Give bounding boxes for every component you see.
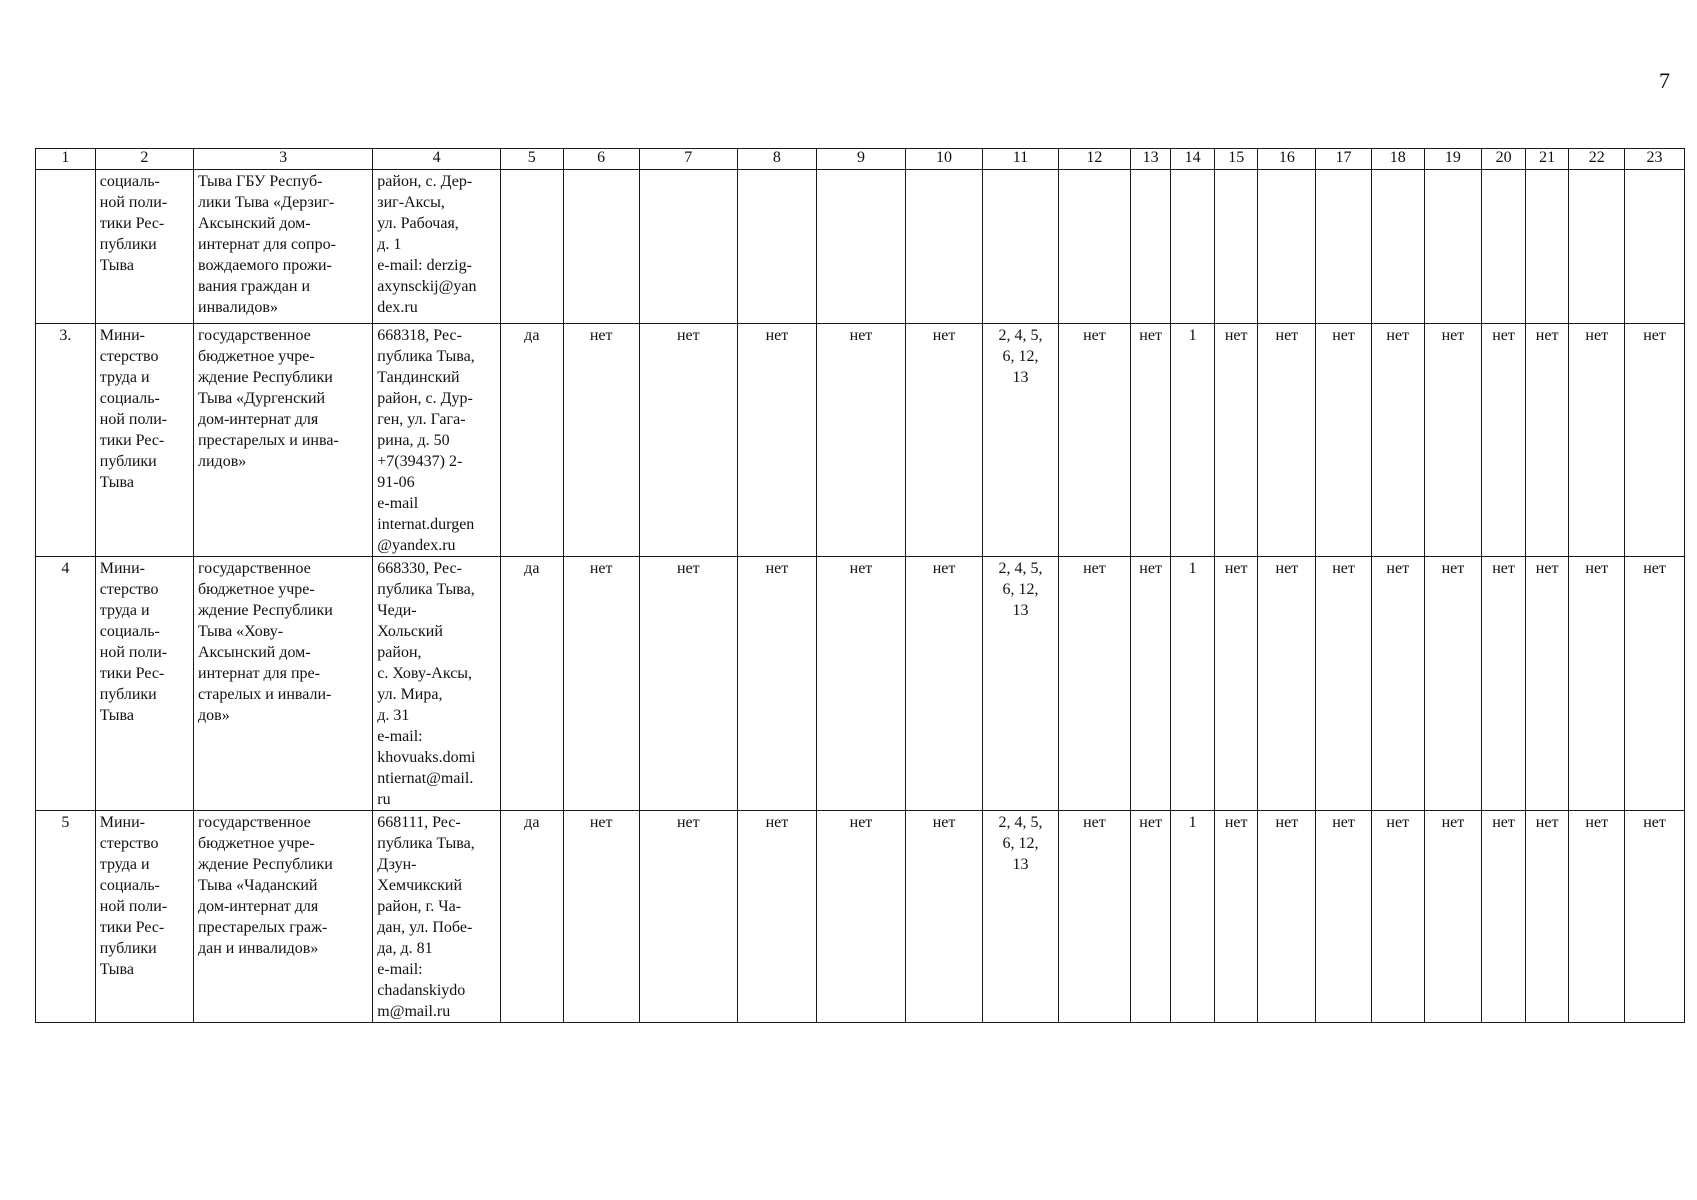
value-cell: [1214, 170, 1258, 324]
value-cell: нет: [1424, 324, 1482, 557]
header-cell: 12: [1058, 149, 1130, 170]
data-table: [35, 148, 1685, 1023]
value-cell: [563, 170, 639, 324]
header-cell: 23: [1625, 149, 1685, 170]
value-cell: [1371, 170, 1424, 324]
value-cell: [1569, 170, 1625, 324]
address-cell: 668111, Рес- публика Тыва, Дзун- Хемчикский район, г. Ча- дан, ул. Побе- да, д. 81 e-mail: chadanskiydo m@mail.ru: [373, 811, 501, 1023]
value-cell: нет: [1258, 324, 1316, 557]
institution-cell: государственное бюджетное учре- ждение Республики Тыва «Дургенский дом-интернат для престарелых и инва- лидов»: [194, 324, 373, 557]
address-cell: 668318, Рес- публика Тыва, Тандинский район, с. Дур- ген, ул. Гага- рина, д. 50 +7(39437) 2- 91-06 e-mail internat.durgen @yandex.ru: [373, 324, 501, 557]
value-cell: нет: [1482, 557, 1526, 811]
value-cell: нет: [906, 324, 983, 557]
header-cell: 20: [1482, 149, 1526, 170]
ministry-cell: Мини- стерство труда и социаль- ной поли- тики Рес- публики Тыва: [95, 324, 193, 557]
header-cell: 5: [500, 149, 563, 170]
value-cell: нет: [1482, 811, 1526, 1023]
institution-cell: государственное бюджетное учре- ждение Республики Тыва «Чаданский дом-интернат для престарелых граж- дан и инвалидов»: [194, 811, 373, 1023]
header-cell: 19: [1424, 149, 1482, 170]
value-cell: нет: [563, 557, 639, 811]
value-cell: нет: [1569, 811, 1625, 1023]
value-cell: нет: [1058, 811, 1130, 1023]
address-cell: 668330, Рес- публика Тыва, Чеди- Хольский район, с. Хову-Аксы, ул. Мира, д. 31 e-mail: khovuaks.domi ntiernat@mail. ru: [373, 557, 501, 811]
value-cell: нет: [1130, 324, 1171, 557]
value-cell: нет: [1569, 557, 1625, 811]
row-number-cell: 4: [36, 557, 96, 811]
value-cell: [1525, 170, 1569, 324]
value-cell: [1316, 170, 1372, 324]
value-cell: [1482, 170, 1526, 324]
table-row: [36, 324, 1685, 557]
table-row: [36, 811, 1685, 1023]
value-cell: нет: [1525, 811, 1569, 1023]
value-cell: нет: [737, 811, 816, 1023]
institution-cell: государственное бюджетное учре- ждение Республики Тыва «Хову- Аксынский дом- интернат для пре- старелых и инвали- дов»: [194, 557, 373, 811]
value-cell: 2, 4, 5, 6, 12, 13: [983, 811, 1059, 1023]
header-cell: 17: [1316, 149, 1372, 170]
value-cell: нет: [639, 811, 737, 1023]
header-cell: 10: [906, 149, 983, 170]
value-cell: нет: [737, 557, 816, 811]
header-cell: 6: [563, 149, 639, 170]
header-cell: 1: [36, 149, 96, 170]
value-cell: нет: [1316, 557, 1372, 811]
value-cell: 1: [1171, 324, 1215, 557]
page-number: 7: [1659, 68, 1670, 93]
value-cell: да: [500, 557, 563, 811]
value-cell: [1058, 170, 1130, 324]
address-cell: район, с. Дер- зиг-Аксы, ул. Рабочая, д. 1 e-mail: derzig- axynsckij@yan dex.ru: [373, 170, 501, 324]
value-cell: 1: [1171, 811, 1215, 1023]
value-cell: нет: [816, 557, 905, 811]
value-cell: нет: [1525, 324, 1569, 557]
value-cell: [1625, 170, 1685, 324]
header-cell: 2: [95, 149, 193, 170]
value-cell: нет: [1214, 557, 1258, 811]
value-cell: [816, 170, 905, 324]
value-cell: [1171, 170, 1215, 324]
value-cell: нет: [906, 811, 983, 1023]
value-cell: нет: [1482, 324, 1526, 557]
value-cell: [906, 170, 983, 324]
header-cell: 13: [1130, 149, 1171, 170]
table-row: [36, 557, 1685, 811]
value-cell: нет: [1258, 557, 1316, 811]
table-row: [36, 170, 1685, 324]
value-cell: нет: [1371, 557, 1424, 811]
row-number-cell: [36, 170, 96, 324]
row-number-cell: 3.: [36, 324, 96, 557]
value-cell: нет: [1214, 811, 1258, 1023]
header-cell: 9: [816, 149, 905, 170]
header-row: [36, 149, 1685, 170]
value-cell: нет: [1058, 557, 1130, 811]
value-cell: [737, 170, 816, 324]
header-cell: 16: [1258, 149, 1316, 170]
header-cell: 8: [737, 149, 816, 170]
header-cell: 7: [639, 149, 737, 170]
value-cell: нет: [563, 324, 639, 557]
value-cell: нет: [1371, 811, 1424, 1023]
value-cell: [1130, 170, 1171, 324]
value-cell: нет: [1525, 557, 1569, 811]
value-cell: нет: [563, 811, 639, 1023]
header-cell: 14: [1171, 149, 1215, 170]
value-cell: нет: [1316, 324, 1372, 557]
value-cell: нет: [1625, 811, 1685, 1023]
value-cell: нет: [1258, 811, 1316, 1023]
value-cell: нет: [1371, 324, 1424, 557]
value-cell: нет: [1130, 557, 1171, 811]
header-cell: 22: [1569, 149, 1625, 170]
value-cell: нет: [639, 324, 737, 557]
value-cell: нет: [1424, 557, 1482, 811]
value-cell: нет: [1569, 324, 1625, 557]
header-cell: 21: [1525, 149, 1569, 170]
ministry-cell: социаль- ной поли- тики Рес- публики Тыва: [95, 170, 193, 324]
value-cell: да: [500, 811, 563, 1023]
value-cell: нет: [737, 324, 816, 557]
value-cell: 2, 4, 5, 6, 12, 13: [983, 557, 1059, 811]
institution-cell: Тыва ГБУ Респуб- лики Тыва «Дерзиг- Аксынский дом- интернат для сопро- вождаемого прожи- вания граждан и инвалидов»: [194, 170, 373, 324]
value-cell: [1258, 170, 1316, 324]
value-cell: [639, 170, 737, 324]
header-cell: 18: [1371, 149, 1424, 170]
value-cell: [983, 170, 1059, 324]
header-cell: 11: [983, 149, 1059, 170]
value-cell: нет: [1058, 324, 1130, 557]
row-number-cell: 5: [36, 811, 96, 1023]
value-cell: нет: [1625, 324, 1685, 557]
value-cell: [1424, 170, 1482, 324]
value-cell: нет: [816, 324, 905, 557]
ministry-cell: Мини- стерство труда и социаль- ной поли- тики Рес- публики Тыва: [95, 811, 193, 1023]
header-cell: 4: [373, 149, 501, 170]
value-cell: 1: [1171, 557, 1215, 811]
value-cell: нет: [1424, 811, 1482, 1023]
value-cell: нет: [1130, 811, 1171, 1023]
value-cell: нет: [639, 557, 737, 811]
header-cell: 15: [1214, 149, 1258, 170]
value-cell: нет: [1214, 324, 1258, 557]
value-cell: нет: [816, 811, 905, 1023]
header-cell: 3: [194, 149, 373, 170]
value-cell: [500, 170, 563, 324]
value-cell: да: [500, 324, 563, 557]
value-cell: 2, 4, 5, 6, 12, 13: [983, 324, 1059, 557]
value-cell: нет: [906, 557, 983, 811]
value-cell: нет: [1316, 811, 1372, 1023]
value-cell: нет: [1625, 557, 1685, 811]
ministry-cell: Мини- стерство труда и социаль- ной поли- тики Рес- публики Тыва: [95, 557, 193, 811]
